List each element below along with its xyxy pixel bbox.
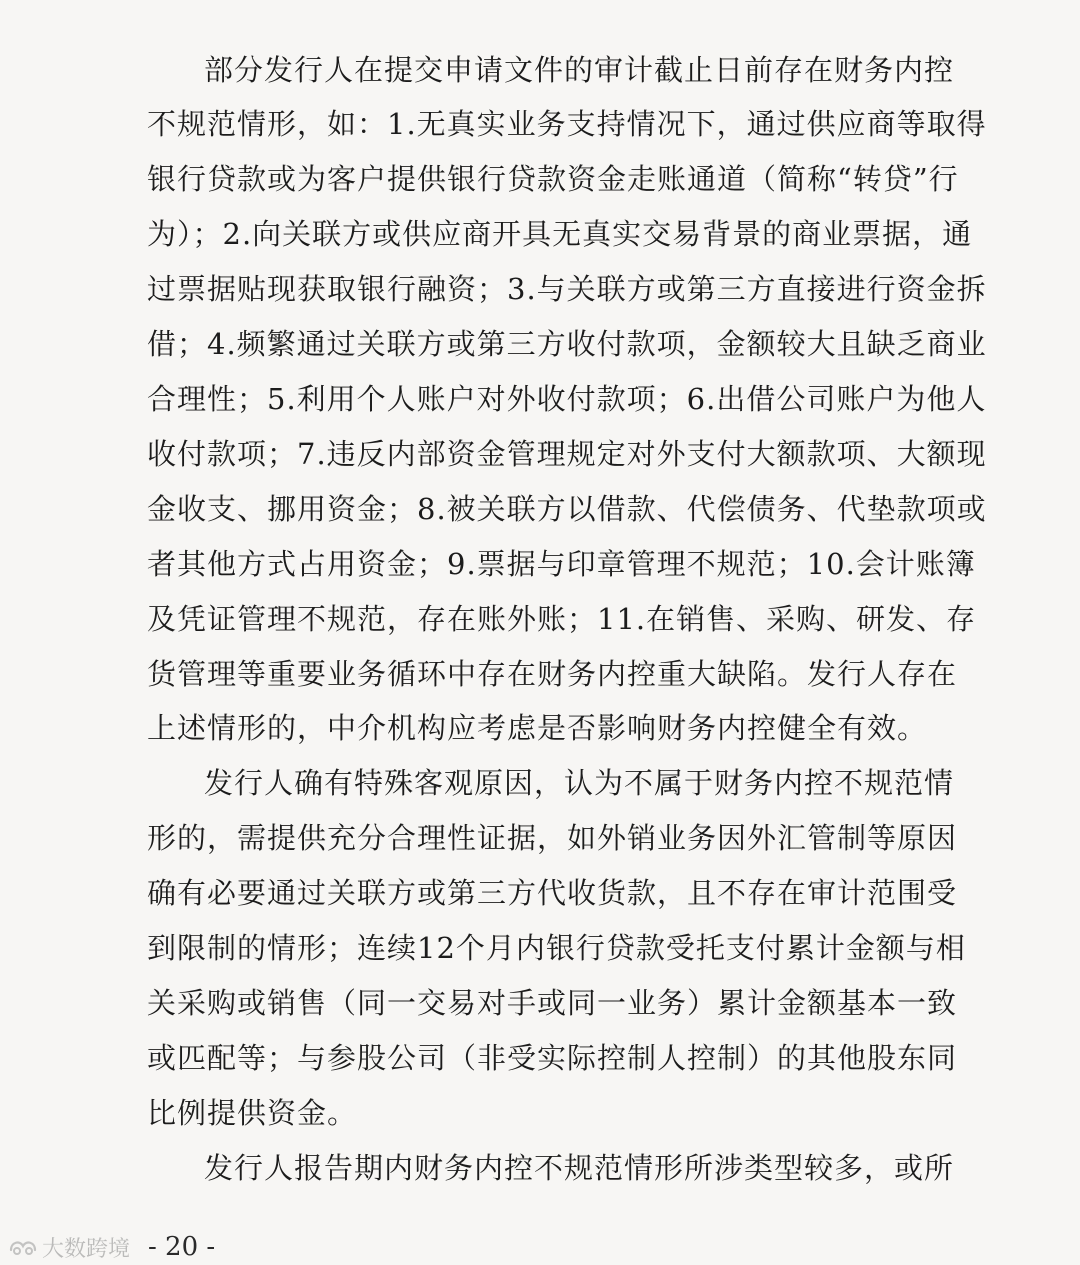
paragraph-2-line-6: 或匹配等；与参股公司（非受实际控制人控制）的其他股东同 [147,1041,958,1075]
paragraph-1-line-13: 上述情形的，中介机构应考虑是否影响财务内控健全有效。 [147,711,928,745]
paragraph-1-line-5: 过票据贴现获取银行融资；3.与关联方或第三方直接进行资金拆 [147,272,987,306]
paragraph-2-line-1: 发行人确有特殊客观原因，认为不属于财务内控不规范情 [204,766,955,800]
paragraph-1-line-2: 不规范情形，如：1.无真实业务支持情况下，通过供应商等取得 [147,107,987,141]
paragraph-1-line-10: 者其他方式占用资金；9.票据与印章管理不规范；10.会计账簿 [147,547,976,581]
paragraph-1-line-6: 借；4.频繁通过关联方或第三方收付款项，金额较大且缺乏商业 [147,327,987,361]
paragraph-1-line-3: 银行贷款或为客户提供银行贷款资金走账通道（简称“转贷”行 [147,162,959,196]
paragraph-1-line-1: 部分发行人在提交申请文件的审计截止日前存在财务内控 [204,53,955,87]
paragraph-2-line-7: 比例提供资金。 [147,1096,358,1130]
watermark-text: 大数跨境 [42,1236,131,1262]
page-footer [0,1232,1080,1262]
paragraph-2-line-5: 关采购或销售（同一交易对手或同一业务）累计金额基本一致 [147,986,958,1020]
paragraph-1-line-4: 为）；2.向关联方或供应商开具无真实交易背景的商业票据，通 [147,217,973,251]
paragraph-2-line-2: 形的，需提供充分合理性证据，如外销业务因外汇管制等原因 [147,821,958,855]
watermark [0,1232,130,1262]
watermark-logo-icon [8,1236,38,1258]
paragraph-2-line-4: 到限制的情形；连续12个月内银行贷款受托支付累计金额与相 [147,931,966,965]
paragraph-3-line-1: 发行人报告期内财务内控不规范情形所涉类型较多，或所 [204,1151,955,1185]
paragraph-2-line-3: 确有必要通过关联方或第三方代收货款，且不存在审计范围受 [147,876,958,910]
paragraph-1-line-9: 金收支、挪用资金；8.被关联方以借款、代偿债务、代垫款项或 [147,492,987,526]
paragraph-1-line-8: 收付款项；7.违反内部资金管理规定对外支付大额款项、大额现 [147,437,987,471]
page-number: - 20 - [148,1232,216,1262]
paragraph-1-line-7: 合理性；5.利用个人账户对外收付款项；6.出借公司账户为他人 [147,382,987,416]
paragraph-1-line-12: 货管理等重要业务循环中存在财务内控重大缺陷。发行人存在 [147,657,958,691]
paragraph-1-line-11: 及凭证管理不规范，存在账外账；11.在销售、采购、研发、存 [147,602,977,636]
